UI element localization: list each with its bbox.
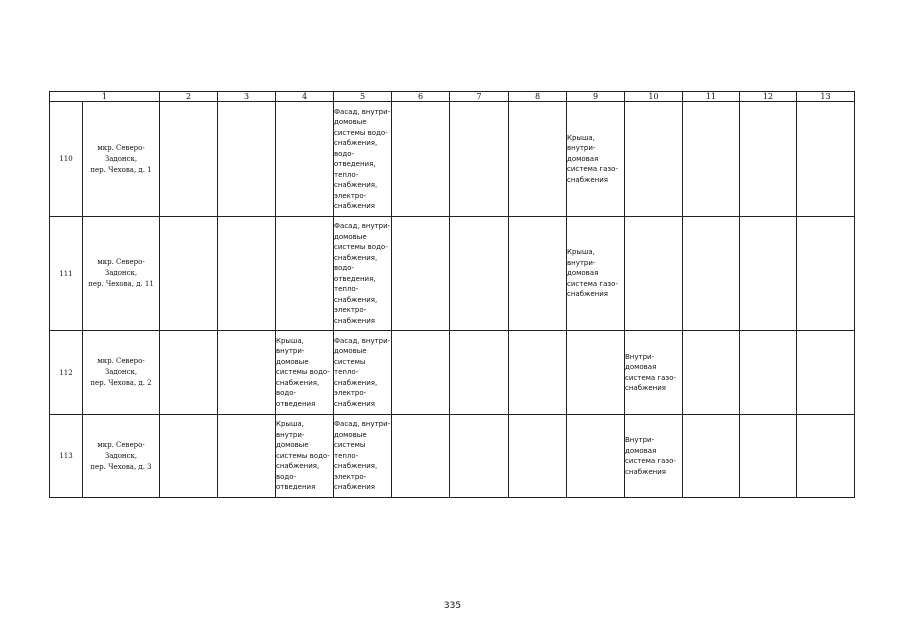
cell-col5: Фасад, внутри- домовые системы водо- снабжения, водо- отведения, тепло- снабжения, электро- снабжения	[334, 217, 392, 331]
header-row	[50, 92, 855, 102]
cell-col9: Крыша, внутри- домовая система газо- снабжения	[567, 217, 625, 331]
cell-col10	[625, 102, 683, 217]
cell-col9: Крыша, внутри- домовая система газо- снабжения	[567, 102, 625, 217]
cell-col7	[450, 102, 509, 217]
cell-col10: Внутри- домовая система газо- снабжения	[625, 415, 683, 498]
address-cell: мкр. Северо- Задонск, пер. Чехова, д. 3	[83, 415, 160, 498]
cell-col3	[218, 331, 276, 415]
cell-col4: Крыша, внутри- домовые системы водо- снабжения, водо- отведения	[276, 331, 334, 415]
cell-col13	[797, 331, 855, 415]
cell-col11	[683, 415, 740, 498]
header-cell-12: 12	[740, 92, 797, 102]
cell-col2	[160, 102, 218, 217]
cell-col10: Внутри- домовая система газо- снабжения	[625, 331, 683, 415]
cell-col2	[160, 217, 218, 331]
header-cell-9: 9	[567, 92, 625, 102]
cell-col7	[450, 217, 509, 331]
header-cell-1: 1	[50, 92, 160, 102]
header-cell-8: 8	[509, 92, 567, 102]
cell-col8	[509, 415, 567, 498]
page-number: 335	[443, 601, 462, 611]
header-cell-7: 7	[450, 92, 509, 102]
header-cell-10: 10	[625, 92, 683, 102]
row-number-cell: 111	[50, 217, 83, 331]
cell-col2	[160, 415, 218, 498]
table-row	[50, 217, 855, 331]
cell-col8	[509, 102, 567, 217]
address-cell: мкр. Северо- Задонск, пер. Чехова, д. 11	[83, 217, 160, 331]
row-number-cell: 113	[50, 415, 83, 498]
cell-col3	[218, 415, 276, 498]
cell-col12	[740, 415, 797, 498]
cell-col3	[218, 217, 276, 331]
cell-col6	[392, 331, 450, 415]
header-cell-3: 3	[218, 92, 276, 102]
cell-col4	[276, 102, 334, 217]
cell-col7	[450, 415, 509, 498]
housing-repair-table	[49, 91, 855, 498]
cell-col13	[797, 415, 855, 498]
cell-col9	[567, 331, 625, 415]
header-cell-11: 11	[683, 92, 740, 102]
cell-col12	[740, 217, 797, 331]
cell-col6	[392, 415, 450, 498]
table-row	[50, 102, 855, 217]
header-cell-13: 13	[797, 92, 855, 102]
cell-col3	[218, 102, 276, 217]
header-cell-4: 4	[276, 92, 334, 102]
cell-col2	[160, 331, 218, 415]
cell-col5: Фасад, внутри- домовые системы водо- снабжения, водо- отведения, тепло- снабжения, электро- снабжения	[334, 102, 392, 217]
cell-col11	[683, 217, 740, 331]
cell-col9	[567, 415, 625, 498]
cell-col8	[509, 217, 567, 331]
header-cell-5: 5	[334, 92, 392, 102]
cell-col10	[625, 217, 683, 331]
cell-col7	[450, 331, 509, 415]
cell-col13	[797, 102, 855, 217]
cell-col13	[797, 217, 855, 331]
row-number-cell: 110	[50, 102, 83, 217]
cell-col4: Крыша, внутри- домовые системы водо- снабжения, водо- отведения	[276, 415, 334, 498]
table-row	[50, 415, 855, 498]
header-cell-6: 6	[392, 92, 450, 102]
cell-col12	[740, 102, 797, 217]
row-number-cell: 112	[50, 331, 83, 415]
address-cell: мкр. Северо- Задонск, пер. Чехова, д. 2	[83, 331, 160, 415]
address-cell: мкр. Северо- Задонск, пер. Чехова, д. 1	[83, 102, 160, 217]
cell-col4	[276, 217, 334, 331]
cell-col5: Фасад, внутри- домовые системы тепло- снабжения, электро- снабжения	[334, 415, 392, 498]
cell-col11	[683, 102, 740, 217]
cell-col8	[509, 331, 567, 415]
header-cell-2: 2	[160, 92, 218, 102]
cell-col5: Фасад, внутри- домовые системы тепло- снабжения, электро- снабжения	[334, 331, 392, 415]
cell-col11	[683, 331, 740, 415]
cell-col6	[392, 217, 450, 331]
table-row	[50, 331, 855, 415]
cell-col6	[392, 102, 450, 217]
cell-col12	[740, 331, 797, 415]
